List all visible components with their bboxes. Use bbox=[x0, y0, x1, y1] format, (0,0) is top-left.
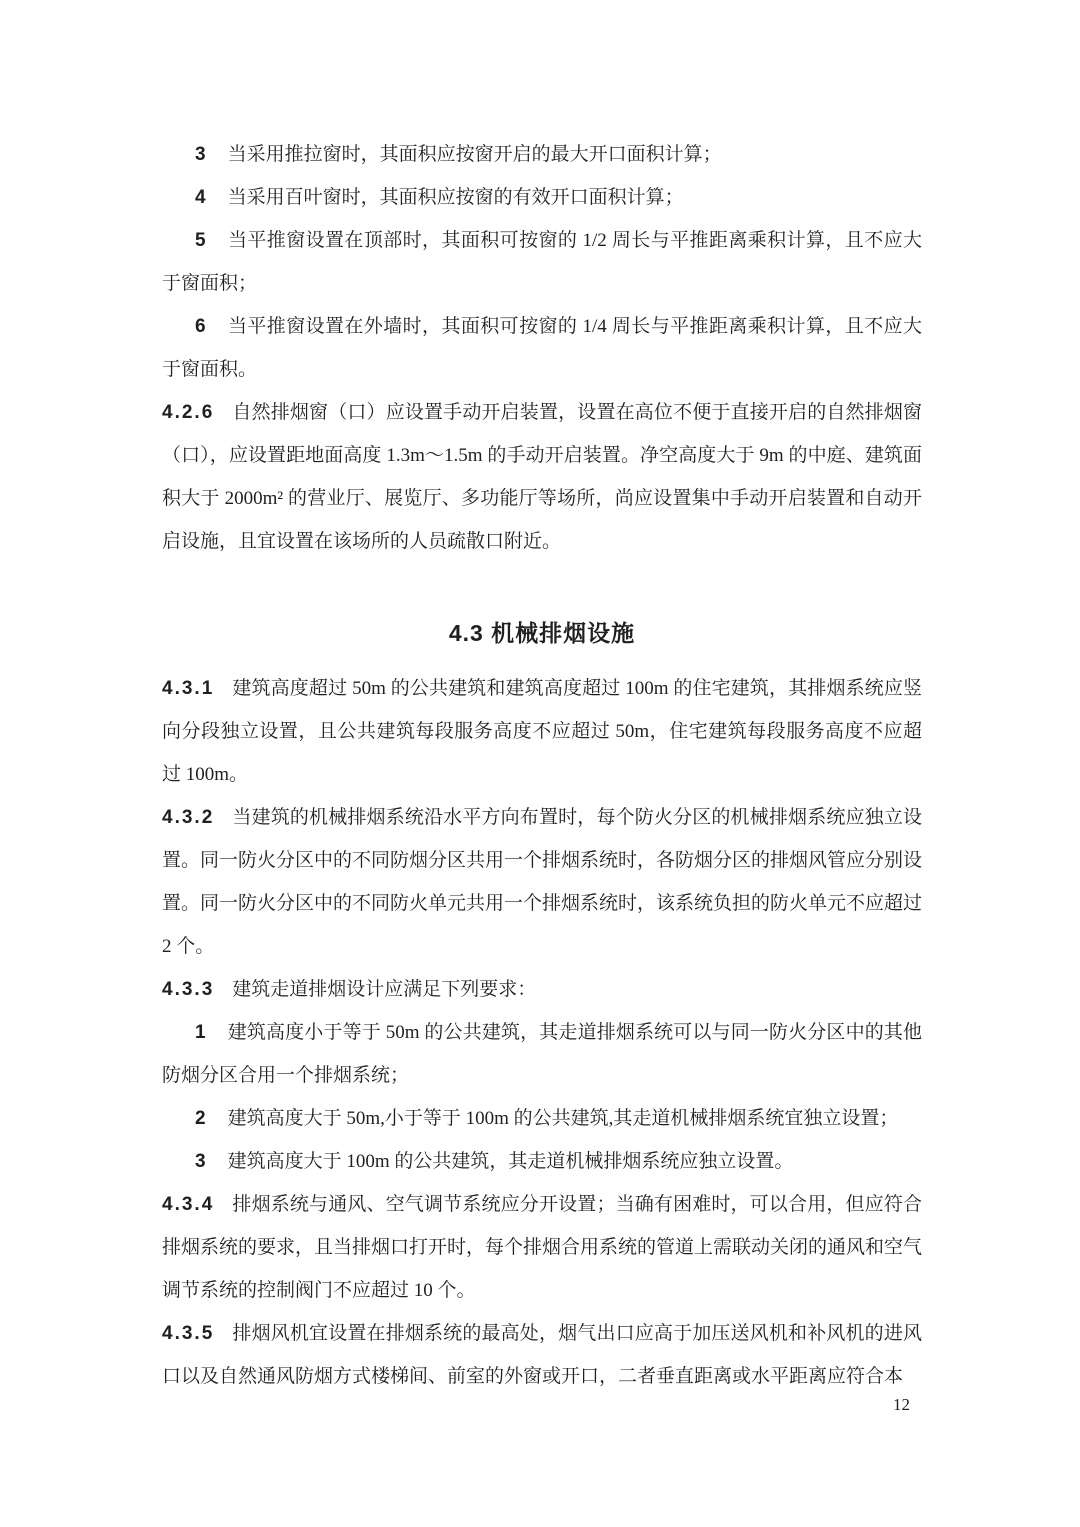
list-item bbox=[162, 219, 922, 305]
list-item-text: 当平推窗设置在外墙时，其面积可按窗的 1/4 周长与平推距离乘积计算，且不应大于窗面积。 bbox=[162, 316, 922, 380]
clause-number: 4.3.1 bbox=[162, 678, 215, 699]
list-item bbox=[162, 305, 922, 391]
page-number: 12 bbox=[893, 1395, 910, 1414]
page-content bbox=[162, 133, 922, 1398]
list-item-text: 当平推窗设置在顶部时，其面积可按窗的 1/2 周长与平推距离乘积计算，且不应大于窗面积； bbox=[162, 230, 922, 294]
list-item-text: 建筑高度大于 50m,小于等于 100m 的公共建筑,其走道机械排烟系统宜独立设置； bbox=[227, 1108, 899, 1129]
clause-4-3-4 bbox=[162, 1183, 922, 1312]
list-item-text: 当采用推拉窗时，其面积应按窗开启的最大开口面积计算； bbox=[227, 144, 722, 165]
list-item-number: 1 bbox=[195, 1022, 206, 1043]
clause-number: 4.3.4 bbox=[162, 1194, 215, 1215]
list-item-number: 2 bbox=[195, 1108, 206, 1129]
list-item bbox=[162, 133, 922, 176]
clause-text: 排烟风机宜设置在排烟系统的最高处，烟气出口应高于加压送风机和补风机的进风口以及自然通风防烟方式楼梯间、前室的外窗或开口，二者垂直距离或水平距离应符合本 bbox=[162, 1323, 922, 1387]
clause-4-3-5 bbox=[162, 1312, 922, 1398]
list-item bbox=[162, 176, 922, 219]
list-item-number: 6 bbox=[195, 316, 206, 337]
list-item bbox=[162, 1140, 922, 1183]
clause-number: 4.3.5 bbox=[162, 1323, 215, 1344]
clause-text: 排烟系统与通风、空气调节系统应分开设置；当确有困难时，可以合用，但应符合排烟系统的要求，且当排烟口打开时，每个排烟合用系统的管道上需联动关闭的通风和空气调节系统的控制阀门不应超过 10 个。 bbox=[162, 1194, 923, 1301]
section-heading: 4.3 机械排烟设施 bbox=[448, 620, 636, 646]
clause-4-3-1 bbox=[162, 667, 922, 796]
list-item-number: 5 bbox=[195, 230, 206, 251]
clause-number: 4.2.6 bbox=[162, 402, 215, 423]
clause-text: 建筑走道排烟设计应满足下列要求： bbox=[232, 979, 537, 1000]
clause-4-3-3 bbox=[162, 968, 922, 1011]
list-item bbox=[162, 1011, 922, 1097]
clause-text: 自然排烟窗（口）应设置手动开启装置，设置在高位不便于直接开启的自然排烟窗（口），应设置距地面高度 1.3m～1.5m 的手动开启装置。净空高度大于 9m 的中庭、建筑面积大于 2000m² 的营业厅、展览厅、多功能厅等场所，尚应设置集中手动开启装置和自动开启设施，且宜设置在该场所的人员疏散口附近。 bbox=[162, 402, 922, 552]
list-item bbox=[162, 1097, 922, 1140]
list-item-text: 建筑高度大于 100m 的公共建筑，其走道机械排烟系统应独立设置。 bbox=[227, 1151, 794, 1172]
list-item-number: 3 bbox=[195, 1151, 206, 1172]
clause-4-2-6 bbox=[162, 391, 922, 563]
list-item-number: 3 bbox=[195, 144, 206, 165]
clause-4-3-2 bbox=[162, 796, 922, 968]
list-item-text: 建筑高度小于等于 50m 的公共建筑，其走道排烟系统可以与同一防火分区中的其他防烟分区合用一个排烟系统； bbox=[162, 1022, 922, 1086]
list-item-text: 当采用百叶窗时，其面积应按窗的有效开口面积计算； bbox=[227, 187, 684, 208]
clause-text: 当建筑的机械排烟系统沿水平方向布置时，每个防火分区的机械排烟系统应独立设置。同一防火分区中的不同防烟分区共用一个排烟系统时，各防烟分区的排烟风管应分别设置。同一防火分区中的不同防火单元共用一个排烟系统时，该系统负担的防火单元不应超过 2 个。 bbox=[162, 807, 923, 957]
clause-text: 建筑高度超过 50m 的公共建筑和建筑高度超过 100m 的住宅建筑，其排烟系统应竖向分段独立设置，且公共建筑每段服务高度不应超过 50m，住宅建筑每段服务高度不应超过 100m。 bbox=[162, 678, 922, 785]
list-item-number: 4 bbox=[195, 187, 206, 208]
clause-number: 4.3.2 bbox=[162, 807, 215, 828]
clause-number: 4.3.3 bbox=[162, 979, 215, 1000]
